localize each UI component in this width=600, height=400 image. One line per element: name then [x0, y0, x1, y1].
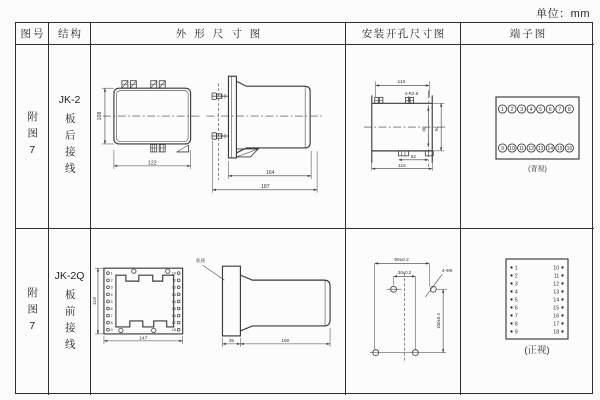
- row1-terminal-cell: [461, 45, 594, 229]
- svg-text:11: 11: [518, 145, 525, 152]
- svg-text:3: 3: [514, 281, 518, 288]
- jk2-side-view: [207, 76, 323, 193]
- svg-text:8: 8: [514, 321, 518, 328]
- svg-text:1: 1: [110, 270, 113, 276]
- svg-text:13: 13: [171, 291, 177, 297]
- svg-text:17: 17: [171, 320, 177, 326]
- svg-text:15: 15: [171, 305, 177, 311]
- jk2-mounting-drawing: [346, 45, 460, 229]
- svg-text:11: 11: [553, 273, 560, 280]
- jk2q-outline-drawing: [91, 229, 345, 395]
- svg-text:15: 15: [553, 305, 560, 312]
- jk2q-front-view: [92, 268, 183, 344]
- row1-figure-no: [16, 45, 49, 229]
- svg-text:12: 12: [171, 284, 177, 290]
- row2-figure-no: [16, 229, 49, 395]
- terminal-row-bottom: [498, 143, 573, 151]
- svg-text:6: 6: [514, 305, 518, 312]
- svg-text:8: 8: [110, 320, 113, 326]
- base-label: 底座: [195, 259, 206, 265]
- svg-text:16: 16: [553, 313, 560, 320]
- holes-height-dim: 100±0.2: [436, 313, 442, 329]
- svg-text:4: 4: [110, 291, 113, 297]
- row1-outline-cell: [91, 45, 346, 229]
- holes-diameter-label: 4-Φ6: [441, 268, 453, 274]
- header-terminal: 端子图: [461, 23, 594, 45]
- jk2q-terminal-diagram: [461, 229, 594, 395]
- svg-text:8: 8: [567, 106, 571, 113]
- plate-width-dim: 147: [139, 335, 148, 342]
- spec-table: [15, 22, 593, 394]
- terminal-view-label: (正视): [524, 345, 550, 356]
- jk2-cutout: [364, 90, 445, 169]
- cutout-hole-label: 4-R2.5: [404, 90, 419, 96]
- terminal-row-top: [498, 104, 573, 112]
- cutout-outer-width-dim: 115: [398, 163, 406, 169]
- row2-model: JK-2Q: [54, 269, 85, 282]
- svg-text:7: 7: [110, 313, 113, 319]
- side-total-length-dim: 187: [261, 183, 270, 190]
- svg-text:13: 13: [537, 145, 544, 152]
- row1-figure-no-text: 附图7: [26, 111, 39, 162]
- svg-text:4: 4: [514, 289, 518, 296]
- row1-model: JK-2: [58, 94, 81, 106]
- front-right-terminals: [172, 271, 180, 333]
- cutout-outer-height-dim: 94: [434, 126, 440, 131]
- svg-text:14: 14: [171, 298, 177, 304]
- svg-text:5: 5: [514, 297, 518, 304]
- row1-wiring: 板后接线: [63, 113, 76, 179]
- svg-text:5: 5: [110, 298, 113, 304]
- terminal-col-left: [510, 265, 517, 335]
- svg-text:15: 15: [557, 145, 563, 152]
- svg-text:14: 14: [553, 297, 560, 304]
- svg-text:17: 17: [553, 321, 560, 328]
- svg-text:16: 16: [171, 313, 177, 319]
- svg-text:11: 11: [172, 277, 177, 283]
- holes-outer-width-dim: 90±0.2: [394, 257, 409, 263]
- jk2-outline-drawing: [91, 45, 345, 229]
- front-height-dim: 108: [96, 111, 103, 120]
- svg-text:9: 9: [501, 145, 504, 152]
- row2-mounting-cell: [346, 229, 461, 395]
- header-mounting: 安装开孔尺寸图: [346, 23, 461, 45]
- row2-wiring: 板前接线: [63, 288, 76, 355]
- svg-text:1: 1: [514, 265, 518, 272]
- svg-text:12: 12: [553, 281, 560, 288]
- holes-inner-width-dim: 30±0.2: [397, 270, 412, 276]
- cutout-inner-height-dim: 80: [421, 126, 427, 131]
- svg-text:16: 16: [566, 145, 573, 152]
- svg-text:1: 1: [501, 106, 504, 113]
- front-top-terminals: [122, 80, 165, 87]
- svg-text:2: 2: [110, 277, 113, 283]
- svg-text:18: 18: [553, 329, 560, 336]
- front-left-terminals: [107, 271, 114, 333]
- cutout-top-width-dim: 110: [397, 79, 406, 85]
- jk2q-mounting-drawing: [346, 229, 460, 395]
- svg-text:12: 12: [528, 145, 534, 152]
- row2-terminal-cell: [461, 229, 594, 395]
- cutout-inner-width-dim: 62: [410, 153, 416, 159]
- row2-outline-cell: [91, 229, 346, 395]
- svg-text:7: 7: [514, 313, 518, 320]
- svg-text:9: 9: [110, 327, 113, 333]
- body-length-dim: 160: [281, 338, 290, 345]
- svg-text:18: 18: [171, 327, 177, 333]
- terminal-view-label: (背视): [528, 165, 547, 173]
- header-structure: 结构: [49, 23, 91, 45]
- svg-text:3: 3: [520, 106, 523, 113]
- jk2q-holes: [370, 286, 446, 355]
- svg-text:2: 2: [510, 106, 514, 113]
- side-body-length-dim: 164: [265, 169, 275, 176]
- svg-text:7: 7: [558, 106, 562, 113]
- svg-text:6: 6: [548, 106, 552, 113]
- svg-text:3: 3: [110, 284, 113, 290]
- svg-text:10: 10: [509, 145, 515, 152]
- front-bottom-terminals: [151, 144, 189, 151]
- svg-text:4: 4: [529, 106, 533, 113]
- svg-text:13: 13: [553, 289, 560, 296]
- svg-text:9: 9: [514, 329, 518, 336]
- plate-height-dim: 118: [91, 297, 98, 306]
- svg-text:14: 14: [547, 145, 554, 152]
- header-figure-no: 图号: [16, 23, 49, 45]
- jk2q-side-view: [196, 257, 330, 347]
- base-depth-dim: 35: [228, 338, 234, 344]
- svg-text:10: 10: [171, 270, 177, 276]
- jk2-front-view: [97, 80, 201, 168]
- row2-figure-no-text: 附图7: [26, 286, 39, 338]
- svg-text:6: 6: [110, 305, 113, 311]
- svg-text:10: 10: [553, 265, 560, 272]
- svg-text:5: 5: [539, 106, 543, 113]
- terminal-col-right: [553, 265, 563, 335]
- row2-structure: [49, 229, 91, 395]
- jk2-terminal-diagram: [461, 45, 594, 229]
- unit-label: 单位：mm: [536, 8, 590, 20]
- front-width-dim: 122: [147, 159, 157, 166]
- row1-mounting-cell: [346, 45, 461, 229]
- row1-structure: [49, 45, 91, 229]
- header-outline: 外形尺寸图: [91, 23, 346, 45]
- svg-text:2: 2: [514, 273, 518, 280]
